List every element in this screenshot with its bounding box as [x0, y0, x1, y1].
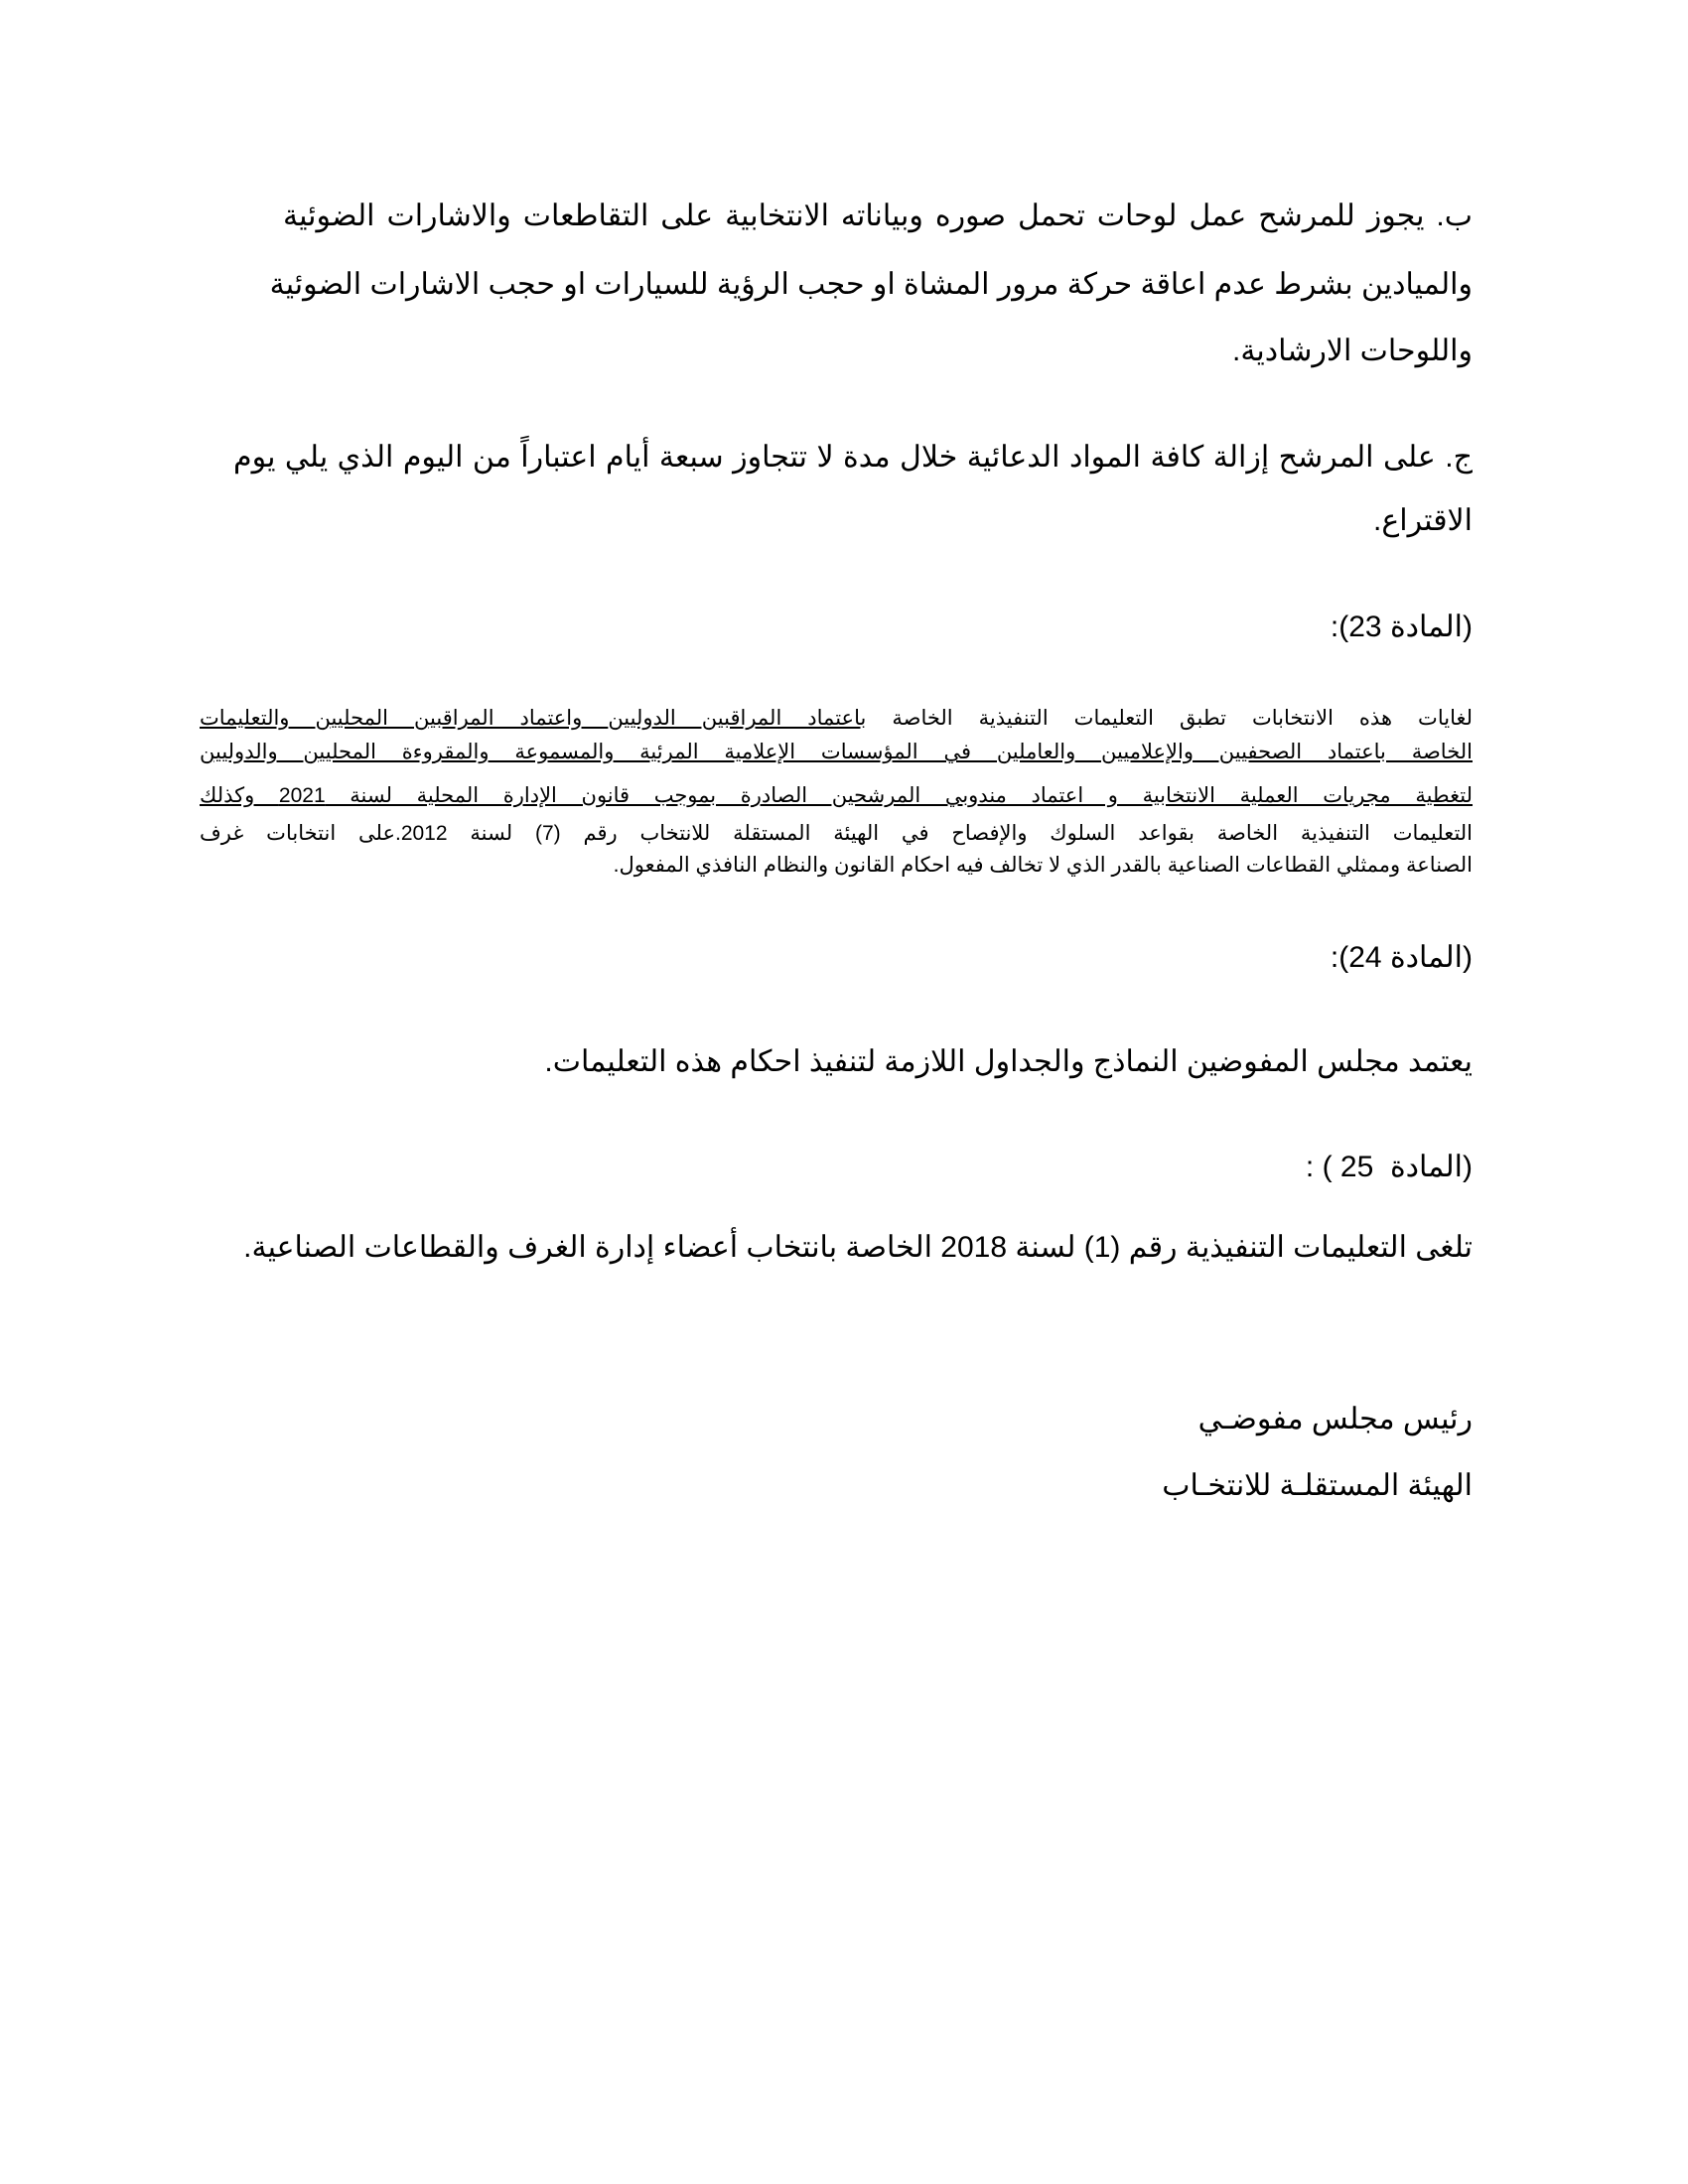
clause-b-line: ب. يجوز للمرشح عمل لوحات تحمل صوره وبياناته الانتخابية على التقاطعات والاشارات الضوئية — [283, 200, 1473, 232]
signature-title: رئيس مجلس مفوضـي — [1197, 1403, 1473, 1435]
article-24-text: يعتمد مجلس المفوضين النماذج والجداول اللازمة لتنفيذ احكام هذه التعليمات. — [544, 1045, 1473, 1078]
clause-b-line: والميادين بشرط عدم اعاقة حركة مرور المشاة او حجب الرؤية للسيارات او حجب الاشارات الضوئية — [269, 268, 1473, 301]
article-23-line — [200, 705, 1473, 733]
clause-b-line: واللوحات الارشادية. — [1232, 335, 1473, 367]
article-25-heading: (المادة 25 ) : — [1305, 1151, 1473, 1183]
article-23-line: التعليمات التنفيذية الخاصة بقواعد السلوك والإفصاح في الهيئة المستقلة للانتخاب رقم (7) لسنة 2012.على انتخابات غرف — [200, 822, 1474, 845]
article-23-line: لتغطية مجريات العملية الانتخابية و اعتماد مندوبي المرشحين الصادرة بموجب قانون الإدارة المحلية لسنة 2021 وكذلك — [200, 784, 1474, 807]
article-25-text: تلغى التعليمات التنفيذية رقم (1) لسنة 2018 الخاصة بانتخاب أعضاء إدارة الغرف والقطاعات الصناعية. — [243, 1231, 1473, 1264]
article-24-heading: (المادة 24): — [1330, 941, 1473, 974]
clause-c-line: الاقتراع. — [1373, 504, 1473, 537]
article-23-line: الصناعة وممثلي القطاعات الصناعية بالقدر الذي لا تخالف فيه احكام القانون والنظام النافذي المفعول. — [613, 854, 1473, 877]
article-23-text: لغايات هذه الانتخابات تطبق التعليمات التنفيذية الخاصة — [866, 707, 1473, 730]
article-23-line: الخاصة باعتماد الصحفيين والإعلاميين والعاملين في المؤسسات الإعلامية المرئية والمسموعة والمقروءة المحليين والدوليين — [200, 741, 1473, 763]
article-23-heading: (المادة 23): — [1330, 611, 1473, 643]
article-23-underlined: باعتماد المراقبين الدوليين — [608, 707, 867, 730]
article-23-underlined: واعتماد المراقبين المحليين والتعليمات — [200, 707, 609, 730]
signature-organization: الهيئة المستقلـة للانتخـاب — [1162, 1469, 1473, 1502]
clause-c-line: ج. على المرشح إزالة كافة المواد الدعائية خلال مدة لا تتجاوز سبعة أيام اعتباراً من اليوم الذي يلي يوم — [233, 441, 1473, 474]
